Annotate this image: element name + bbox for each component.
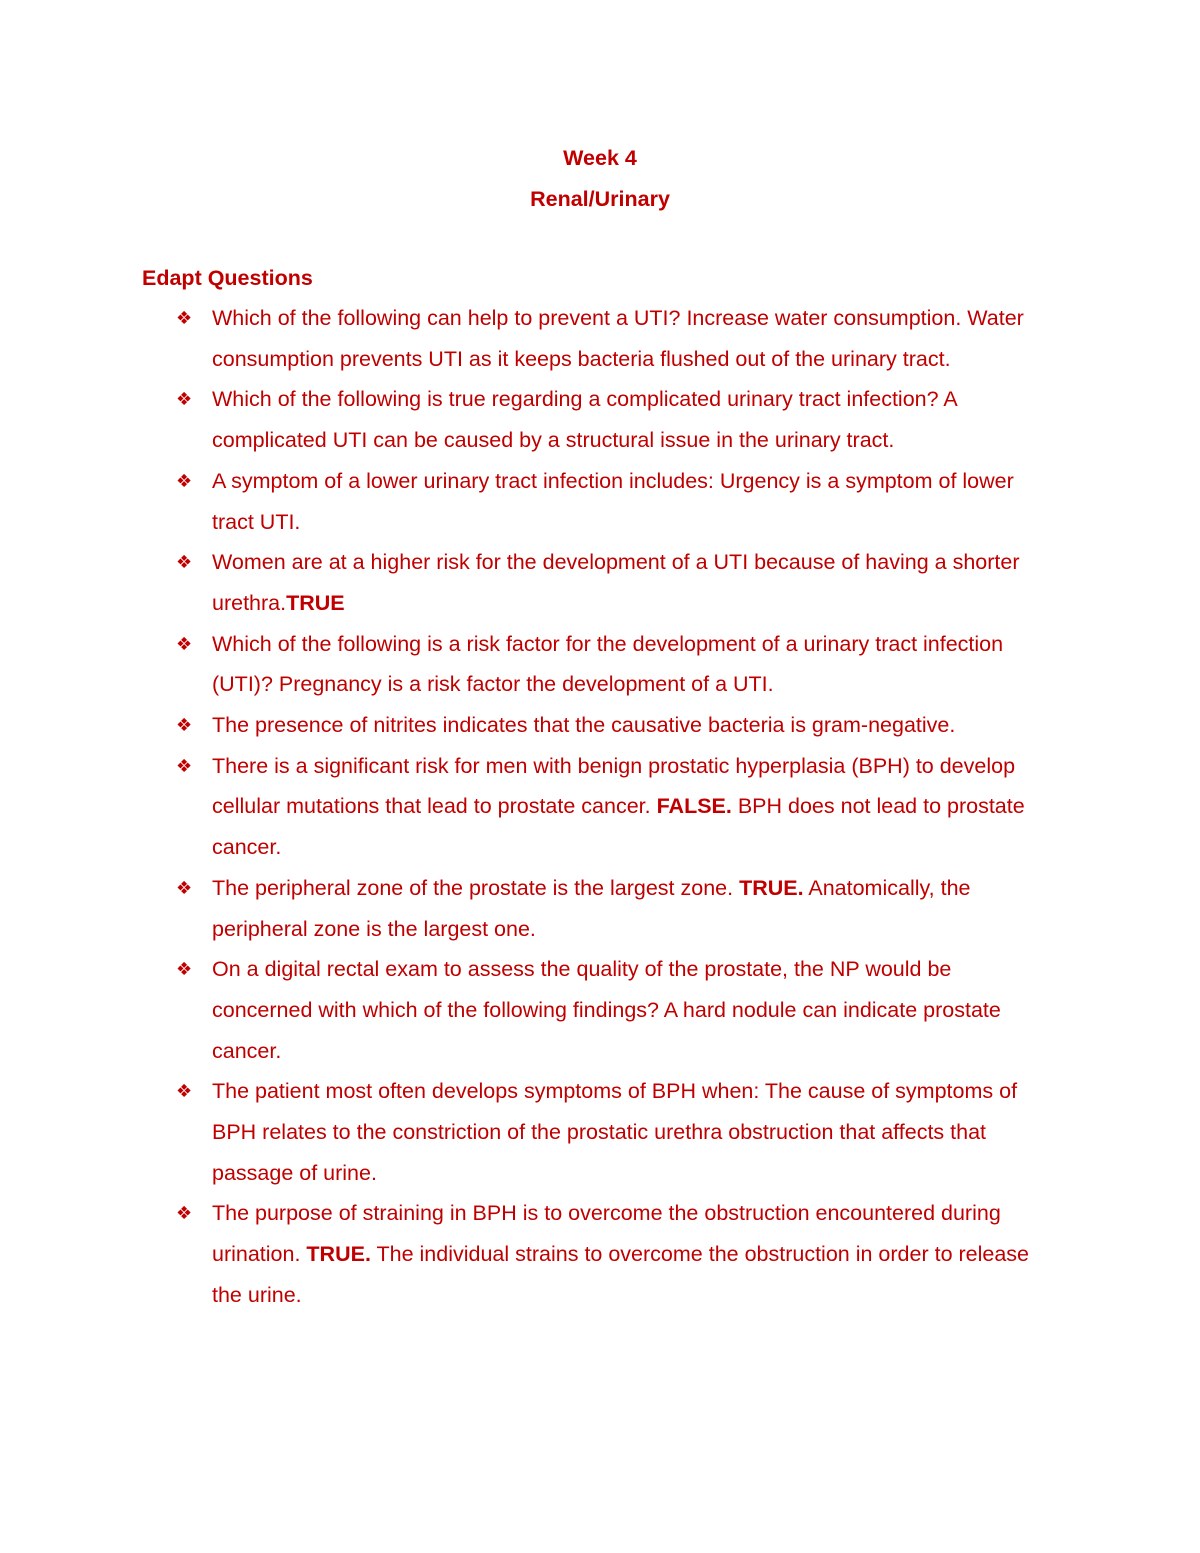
diamond-bullet-icon: ❖ bbox=[176, 1203, 193, 1224]
question-item bbox=[176, 949, 1056, 1071]
question-text: The presence of nitrites indicates that the causative bacteria is gram-negative. bbox=[212, 713, 956, 738]
answer-verdict: TRUE. bbox=[739, 875, 804, 900]
question-text: The peripheral zone of the prostate is the largest zone. bbox=[212, 875, 740, 900]
diamond-bullet-icon: ❖ bbox=[176, 470, 193, 491]
diamond-bullet-icon: ❖ bbox=[176, 877, 193, 898]
diamond-bullet-icon: ❖ bbox=[176, 959, 193, 980]
question-text: Which of the following is a risk factor for the development of a urinary tract infection (UTI)? Pregnancy is a risk factor the development of a UTI. bbox=[212, 631, 1004, 697]
question-item bbox=[176, 542, 1056, 623]
question-item bbox=[176, 1193, 1056, 1315]
question-item bbox=[176, 379, 1056, 460]
answer-explanation: The individual strains to overcome the obstruction in order to release the urine. bbox=[212, 1242, 1030, 1307]
question-item bbox=[176, 705, 1056, 746]
question-item bbox=[176, 1071, 1056, 1193]
question-list bbox=[176, 298, 1056, 1316]
question-item bbox=[176, 746, 1056, 868]
answer-explanation: Anatomically, the peripheral zone is the largest one. bbox=[212, 875, 971, 941]
question-text: Which of the following can help to prevent a UTI? Increase water consumption. Water consumption prevents UTI as it keeps bacteria flushed out of the urinary tract. bbox=[212, 306, 1024, 371]
diamond-bullet-icon: ❖ bbox=[176, 308, 193, 328]
question-item bbox=[176, 461, 1056, 542]
diamond-bullet-icon: ❖ bbox=[176, 389, 193, 410]
diamond-bullet-icon: ❖ bbox=[176, 552, 193, 573]
document-subtitle: Renal/Urinary bbox=[530, 186, 670, 211]
answer-verdict: FALSE. bbox=[656, 794, 732, 819]
section-heading: Edapt Questions bbox=[142, 266, 313, 290]
answer-explanation: BPH does not lead to prostate cancer. bbox=[212, 794, 1025, 860]
document-title: Week 4 bbox=[563, 146, 637, 170]
question-text: Which of the following is true regarding a complicated urinary tract infection? A complicated UTI can be caused by a structural issue in the urinary tract. bbox=[212, 387, 957, 453]
question-text: Women are at a higher risk for the development of a UTI because of having a shorter urethra. bbox=[212, 550, 1020, 615]
question-text: On a digital rectal exam to assess the quality of the prostate, the NP would be concerned with which of the following findings? A hard nodule can indicate prostate cancer. bbox=[212, 957, 1001, 1063]
question-text: The purpose of straining in BPH is to overcome the obstruction encountered during urination. bbox=[212, 1201, 1001, 1267]
question-item bbox=[176, 298, 1056, 379]
question-text: There is a significant risk for men with benign prostatic hyperplasia (BPH) to develop cellular mutations that lead to prostate cancer. bbox=[212, 753, 1016, 819]
diamond-bullet-icon: ❖ bbox=[176, 633, 193, 654]
question-item bbox=[176, 868, 1056, 949]
title-block bbox=[0, 138, 1200, 219]
question-text: A symptom of a lower urinary tract infection includes: Urgency is a symptom of lower tract UTI. bbox=[212, 468, 1014, 534]
answer-verdict: TRUE bbox=[286, 590, 345, 615]
question-text: The patient most often develops symptoms of BPH when: The cause of symptoms of BPH relates to the constriction of the prostatic urethra obstruction that affects that passage of urine. bbox=[212, 1079, 1018, 1185]
diamond-bullet-icon: ❖ bbox=[176, 715, 193, 736]
diamond-bullet-icon: ❖ bbox=[176, 755, 193, 776]
diamond-bullet-icon: ❖ bbox=[176, 1081, 193, 1102]
question-item bbox=[176, 624, 1056, 705]
answer-verdict: TRUE. bbox=[306, 1242, 371, 1267]
